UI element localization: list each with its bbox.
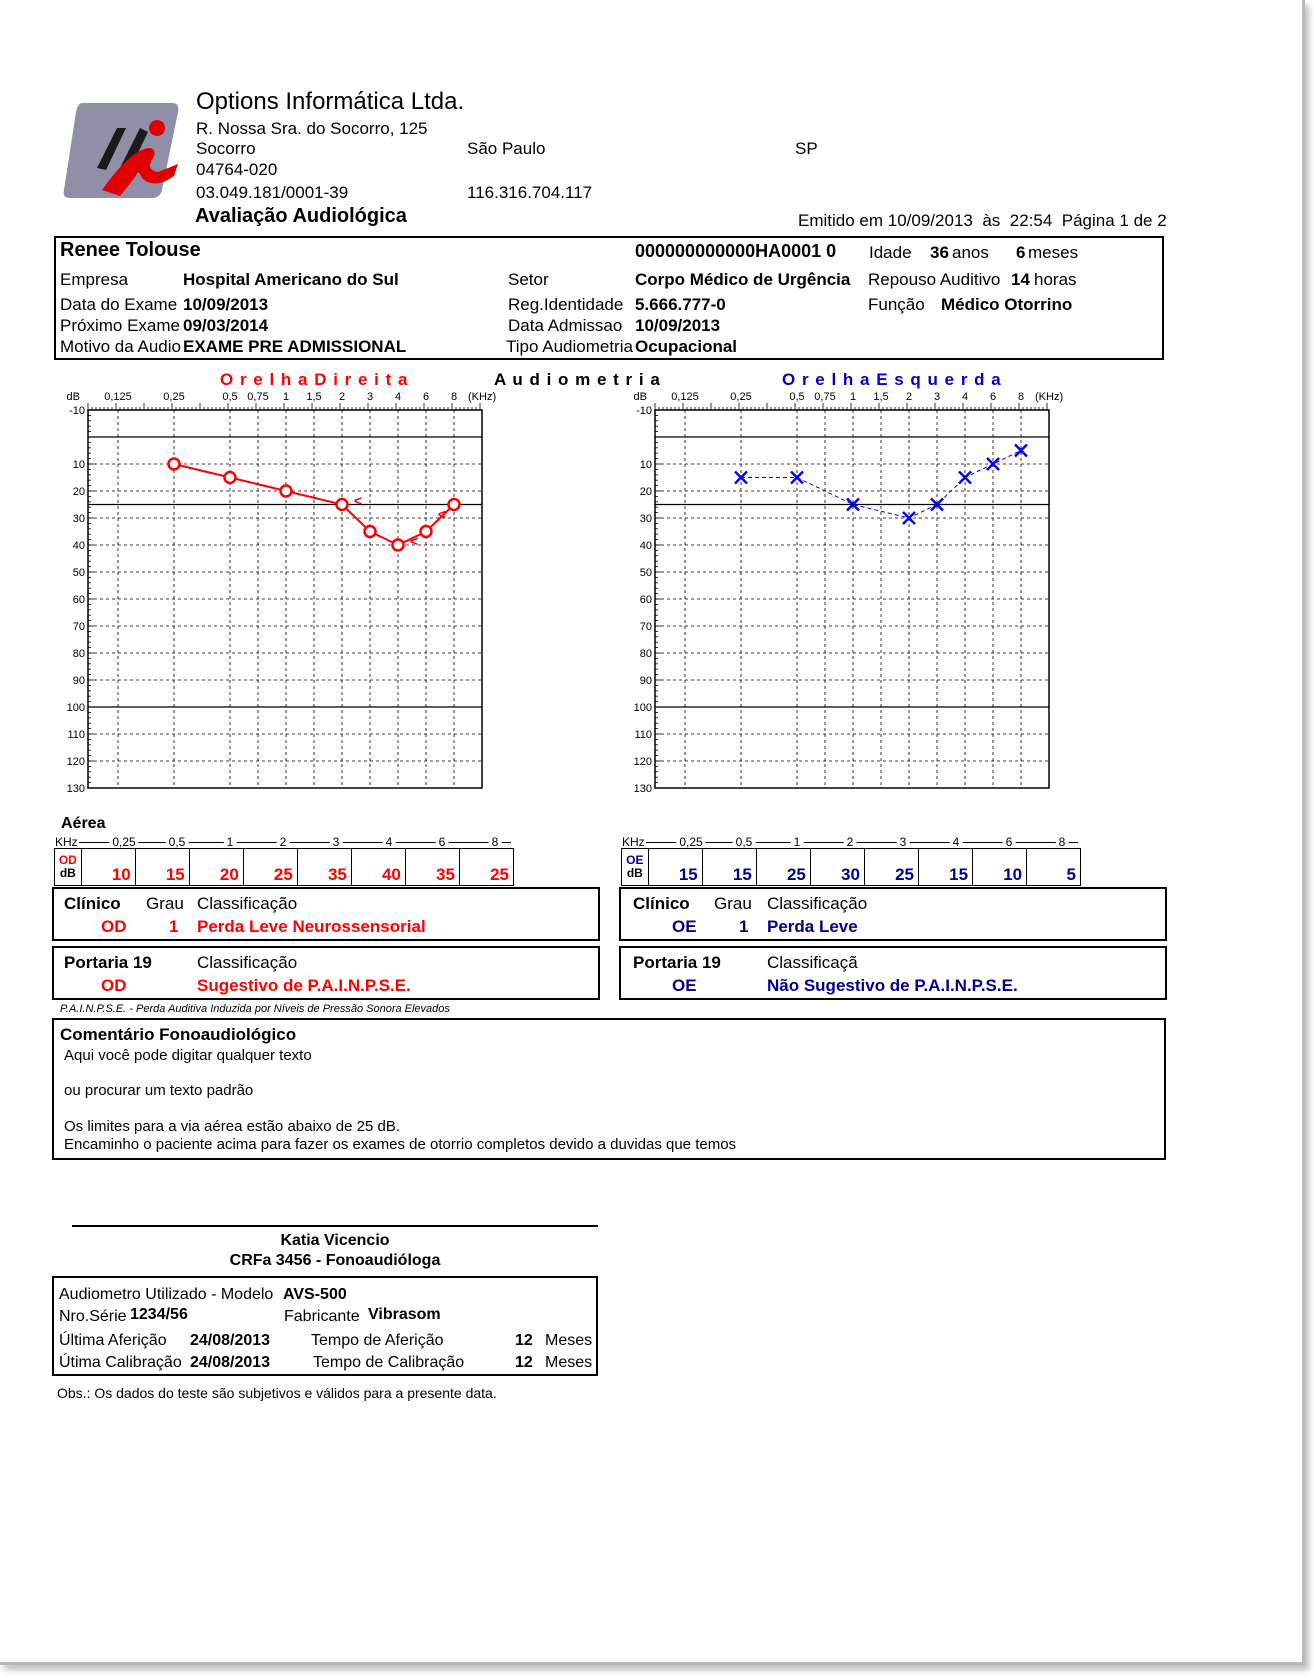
age-years: 36 xyxy=(930,243,949,262)
ear-db-label xyxy=(622,849,649,886)
right-ear-title: O r e l h a D i r e i t a xyxy=(220,370,409,389)
y-tick-label: 80 xyxy=(639,648,652,660)
air-value-cell: 25 xyxy=(459,849,513,886)
y-tick-label: 130 xyxy=(66,783,85,795)
signature-name: Katia Vicencio xyxy=(280,1232,390,1249)
clinical-oe-box xyxy=(619,887,1167,941)
data-point-circle xyxy=(169,459,180,470)
company-label: Empresa xyxy=(60,270,129,289)
air-value-cell: 15 xyxy=(135,849,189,886)
portaria-oe-class-label: Classificaçã xyxy=(767,953,858,972)
issued-date: 10/09/2013 xyxy=(887,211,973,230)
air-value-cell: 35 xyxy=(297,849,351,886)
khz-freq-label: 4 xyxy=(383,835,396,849)
rest-label: Repouso Auditivo xyxy=(868,270,1001,289)
y-axis-label: dB xyxy=(66,391,80,403)
data-point-circle xyxy=(449,499,460,510)
exam-date-label: Data do Exame xyxy=(60,295,178,314)
reason-label: Motivo da Audio xyxy=(60,337,181,356)
clinical-oe-class: Perda Leve xyxy=(767,917,858,936)
air-value-cell: 10 xyxy=(81,849,135,886)
company-address: R. Nossa Sra. do Socorro, 125 xyxy=(196,119,428,138)
serial-label: Nro.Série xyxy=(59,1308,127,1325)
x-tick-label: 8 xyxy=(450,391,458,403)
y-tick-label: 10 xyxy=(639,459,652,471)
x-tick-label: 4 xyxy=(394,391,402,403)
comment-line-1: Aqui você pode digitar qualquer texto xyxy=(64,1047,312,1064)
air-values-row xyxy=(54,848,514,886)
air-value-cell: 15 xyxy=(919,849,973,886)
comment-line-3: Os limites para a via aérea estão abaixo de 25 dB. xyxy=(64,1118,401,1135)
aferition-time-label: Tempo de Aferição xyxy=(311,1332,444,1349)
db-label: dB xyxy=(59,866,76,880)
x-tick-label: 0,125 xyxy=(104,391,132,403)
last-calibration-label: Útima Calibração xyxy=(59,1354,182,1371)
air-value-cell: 15 xyxy=(702,849,756,886)
issued-line xyxy=(798,211,1167,231)
x-tick-label: 0,75 xyxy=(247,391,269,403)
khz-freq-label: 8 xyxy=(489,835,502,849)
y-tick-label: 130 xyxy=(633,783,652,795)
portaria-oe-ear: OE xyxy=(672,976,697,995)
data-point-circle xyxy=(393,540,404,551)
air-value-cell: 35 xyxy=(405,849,459,886)
company-zip: 04764-020 xyxy=(196,160,278,179)
y-tick-label: 40 xyxy=(72,540,85,552)
y-tick-label: -10 xyxy=(636,405,652,417)
air-value-cell: 10 xyxy=(973,849,1027,886)
y-tick-label: 100 xyxy=(633,702,652,714)
x-tick-label: 1 xyxy=(282,391,290,403)
x-tick-label: 4 xyxy=(961,391,969,403)
khz-freq-label: 3 xyxy=(330,835,343,849)
aferition-unit: Meses xyxy=(545,1332,593,1349)
khz-label: KHz xyxy=(622,835,645,849)
khz-freq-label: 3 xyxy=(897,835,910,849)
khz-freq-label: 0,5 xyxy=(166,835,189,849)
y-tick-label: 30 xyxy=(639,513,652,525)
data-point-circle xyxy=(281,486,292,497)
khz-freq-label: 0,25 xyxy=(676,835,705,849)
y-tick-label: 90 xyxy=(639,675,652,687)
y-tick-label: 70 xyxy=(639,621,652,633)
y-tick-label: 60 xyxy=(639,594,652,606)
data-point-circle xyxy=(365,526,376,537)
patient-sector: Corpo Médico de Urgência xyxy=(635,270,851,289)
khz-freq-label: 0,25 xyxy=(109,835,138,849)
reason: EXAME PRE ADMISSIONAL xyxy=(183,337,407,356)
x-tick-label: 1 xyxy=(849,391,857,403)
x-tick-label: 6 xyxy=(422,391,430,403)
y-tick-label: 60 xyxy=(72,594,85,606)
x-tick-label: 0,5 xyxy=(789,391,805,403)
company-name: Options Informática Ltda. xyxy=(196,88,465,115)
page-number: Página 1 de 2 xyxy=(1061,211,1167,230)
years-label: anos xyxy=(952,243,989,262)
ear-db-label xyxy=(55,849,82,886)
comment-line-4: Encaminho o paciente acima para fazer os exames de otorrio completos devido a duvidas que temos xyxy=(64,1136,737,1153)
observation: Obs.: Os dados do teste são subjetivos e válidos para a presente data. xyxy=(57,1385,497,1401)
y-tick-label: 70 xyxy=(72,621,85,633)
age-label: Idade xyxy=(869,243,912,262)
audiometry-title: A u d i o m e t r i a xyxy=(494,370,661,389)
y-tick-label: 120 xyxy=(633,756,652,768)
painpse-note: P.A.I.N.P.S.E. - Perda Auditiva Induzida por Níveis de Pressão Sonora Elevados xyxy=(60,1003,450,1015)
company-state: SP xyxy=(795,139,818,158)
x-axis-label: (KHz) xyxy=(468,391,497,403)
calibration-time: 12 xyxy=(515,1354,533,1371)
air-value-cell: 5 xyxy=(1027,849,1081,886)
signature-role: CRFa 3456 - Fonoaudióloga xyxy=(229,1252,441,1269)
clinical-oe-label: Clínico xyxy=(633,894,690,913)
class-oe-label: Classificação xyxy=(767,894,868,913)
data-point-circle xyxy=(225,472,236,483)
admission-label: Data Admissao xyxy=(508,316,623,335)
data-point-x xyxy=(735,472,747,484)
function-label: Função xyxy=(868,295,925,314)
bone-marker: < xyxy=(353,492,363,509)
next-exam: 09/03/2014 xyxy=(183,316,269,335)
ear-label: OE xyxy=(626,853,644,867)
x-tick-label: 0,25 xyxy=(730,391,752,403)
issued-time: 22:54 xyxy=(1009,211,1053,230)
x-tick-label: 0,125 xyxy=(671,391,699,403)
type-label: Tipo Audiometria xyxy=(506,337,633,356)
x-tick-label: 1,5 xyxy=(306,391,322,403)
model-label: Audiometro Utilizado - Modelo xyxy=(59,1286,274,1303)
patient-name: Renee Tolouse xyxy=(60,239,201,261)
issued-at-label: às xyxy=(982,211,1001,230)
company-city: São Paulo xyxy=(467,139,546,158)
portaria-oe-class: Não Sugestivo de P.A.I.N.P.S.E. xyxy=(767,976,1018,995)
air-value-cell: 25 xyxy=(864,849,918,886)
y-tick-label: 110 xyxy=(634,729,652,741)
grade-od-label: Grau xyxy=(146,894,184,913)
air-title: Aérea xyxy=(61,815,106,832)
x-tick-label: 6 xyxy=(989,391,997,403)
x-tick-label: 2 xyxy=(905,391,913,403)
clinical-oe-ear: OE xyxy=(672,917,697,936)
sector-label: Setor xyxy=(508,270,549,289)
audiometry-type: Ocupacional xyxy=(635,337,738,356)
air-right-table xyxy=(54,836,514,886)
air-value-cell: 20 xyxy=(189,849,243,886)
next-exam-label: Próximo Exame xyxy=(60,316,180,335)
id-label: Reg.Identidade xyxy=(508,295,624,314)
class-od-label: Classificação xyxy=(197,894,298,913)
ear-label: OD xyxy=(58,853,77,867)
air-left-table xyxy=(621,836,1081,886)
report-title: Avaliação Audiológica xyxy=(195,205,407,227)
issued-label: Emitido em xyxy=(798,211,884,230)
y-tick-label: 20 xyxy=(72,486,85,498)
clinical-oe-grade: 1 xyxy=(739,917,749,936)
age-months: 6 xyxy=(1016,243,1026,262)
khz-freq-label: 2 xyxy=(844,835,857,849)
y-tick-label: 50 xyxy=(72,567,85,579)
admission-date: 10/09/2013 xyxy=(635,316,721,335)
y-axis-label: dB xyxy=(633,391,647,403)
khz-label: KHz xyxy=(55,835,78,849)
x-tick-label: 3 xyxy=(366,391,374,403)
audiometer-model: AVS-500 xyxy=(283,1286,347,1303)
y-tick-label: 110 xyxy=(67,729,85,741)
y-tick-label: 80 xyxy=(72,648,85,660)
maker-label: Fabricante xyxy=(284,1308,360,1325)
company-ie: 116.316.704.117 xyxy=(467,183,593,202)
aferition-time: 12 xyxy=(515,1332,533,1349)
x-tick-label: 3 xyxy=(933,391,941,403)
air-value-cell: 15 xyxy=(648,849,702,886)
calibration-time-label: Tempo de Calibração xyxy=(313,1354,465,1371)
left-ear-audiogram xyxy=(625,388,1075,798)
company-district: Socorro xyxy=(196,139,256,158)
patient-function: Médico Otorrino xyxy=(941,295,1073,314)
x-tick-label: 1,5 xyxy=(873,391,889,403)
khz-freq-label: 1 xyxy=(791,835,804,849)
portaria-od-class-label: Classificação xyxy=(197,953,298,972)
khz-freq-label: 6 xyxy=(1003,835,1016,849)
y-tick-label: 40 xyxy=(639,540,652,552)
x-tick-label: 2 xyxy=(338,391,346,403)
portaria-oe-label: Portaria 19 xyxy=(633,953,721,972)
comment-title: Comentário Fonoaudiológico xyxy=(60,1025,297,1044)
patient-id: 5.666.777-0 xyxy=(635,295,726,314)
data-point-circle xyxy=(337,499,348,510)
data-point-circle xyxy=(421,526,432,537)
last-calibration: 24/08/2013 xyxy=(190,1354,271,1371)
air-values-row xyxy=(621,848,1081,886)
khz-freq-label: 1 xyxy=(224,835,237,849)
rest-unit: horas xyxy=(1034,270,1077,289)
rest-value: 14 xyxy=(1011,270,1030,289)
plot-frame xyxy=(88,410,482,788)
air-value-cell: 25 xyxy=(243,849,297,886)
signature-line xyxy=(72,1225,598,1227)
company-cnpj: 03.049.181/0001-39 xyxy=(196,183,349,202)
clinical-od-label: Clínico xyxy=(64,894,121,913)
serial-number: 1234/56 xyxy=(130,1306,188,1323)
khz-freq-label: 0,5 xyxy=(733,835,756,849)
x-tick-label: 0,5 xyxy=(222,391,238,403)
y-tick-label: 30 xyxy=(72,513,85,525)
clinical-od-ear: OD xyxy=(101,917,127,936)
khz-freq-label: 4 xyxy=(950,835,963,849)
comment-line-2: ou procurar um texto padrão xyxy=(64,1082,254,1099)
air-value-cell: 30 xyxy=(810,849,864,886)
right-ear-audiogram xyxy=(58,388,508,798)
x-axis-label: (KHz) xyxy=(1035,391,1064,403)
khz-freq-label: 6 xyxy=(436,835,449,849)
last-aferition-label: Última Aferição xyxy=(59,1332,167,1349)
last-aferition: 24/08/2013 xyxy=(190,1332,271,1349)
bone-marker: < xyxy=(437,506,447,522)
x-tick-label: 0,25 xyxy=(163,391,185,403)
db-label: dB xyxy=(626,866,643,880)
khz-freq-label: 8 xyxy=(1056,835,1069,849)
y-tick-label: 90 xyxy=(72,675,85,687)
maker: Vibrasom xyxy=(368,1306,441,1323)
y-tick-label: 10 xyxy=(72,459,85,471)
left-ear-title: O r e l h a E s q u e r d a xyxy=(782,370,1002,389)
calibration-unit: Meses xyxy=(545,1354,593,1371)
bone-marker: < xyxy=(409,533,419,549)
portaria-od-label: Portaria 19 xyxy=(64,953,152,972)
data-point-x xyxy=(959,472,971,484)
x-tick-label: 0,75 xyxy=(814,391,836,403)
portaria-od-ear: OD xyxy=(101,976,127,995)
patient-code: 000000000000HA0001 0 xyxy=(635,241,837,261)
y-tick-label: 50 xyxy=(639,567,652,579)
y-tick-label: 120 xyxy=(66,756,85,768)
company-logo xyxy=(62,98,182,203)
clinical-od-class: Perda Leve Neurossensorial xyxy=(197,917,426,936)
clinical-od-grade: 1 xyxy=(169,917,179,936)
y-tick-label: -10 xyxy=(69,405,85,417)
khz-freq-label: 2 xyxy=(277,835,290,849)
air-value-cell: 40 xyxy=(351,849,405,886)
patient-company: Hospital Americano do Sul xyxy=(183,270,399,289)
exam-date: 10/09/2013 xyxy=(183,295,269,314)
portaria-od-class: Sugestivo de P.A.I.N.P.S.E. xyxy=(197,976,411,995)
x-tick-label: 8 xyxy=(1017,391,1025,403)
air-value-cell: 25 xyxy=(756,849,810,886)
months-label: meses xyxy=(1028,243,1079,262)
grade-oe-label: Grau xyxy=(714,894,752,913)
y-tick-label: 100 xyxy=(66,702,85,714)
y-tick-label: 20 xyxy=(639,486,652,498)
